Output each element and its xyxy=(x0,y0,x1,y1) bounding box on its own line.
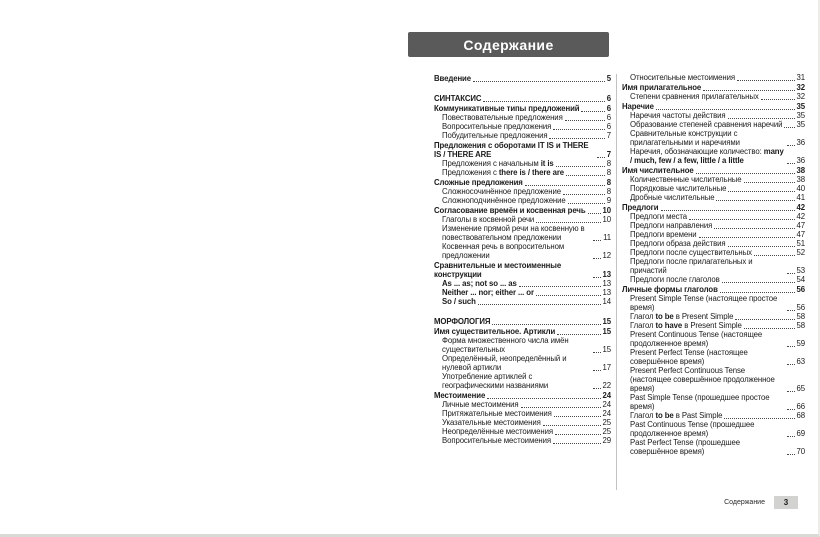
toc-entry xyxy=(622,147,805,165)
dot-leader xyxy=(593,277,601,278)
dot-leader xyxy=(593,240,601,241)
dot-leader xyxy=(744,182,795,183)
toc-entry-label: Сложные предложения xyxy=(434,178,523,187)
toc-page-number: 6 xyxy=(606,113,611,122)
dot-leader xyxy=(536,222,600,223)
toc-entry xyxy=(622,230,805,239)
dot-leader xyxy=(787,310,795,311)
dot-leader xyxy=(714,228,794,229)
dot-leader xyxy=(720,292,795,293)
toc-entry xyxy=(434,206,611,215)
toc-entry xyxy=(434,436,611,445)
toc-page-number: 42 xyxy=(796,203,805,212)
toc-entry-label: Личные формы глаголов xyxy=(622,285,718,294)
dot-leader xyxy=(519,286,601,287)
dot-leader xyxy=(536,295,601,296)
toc-page-number: 54 xyxy=(796,275,805,284)
toc-entry xyxy=(434,141,611,159)
toc-page-number: 24 xyxy=(602,400,611,409)
toc-page-number: 47 xyxy=(796,230,805,239)
toc-entry-label: Образование степеней сравнения наречий xyxy=(630,120,783,129)
toc-page-number: 13 xyxy=(602,270,611,279)
dot-leader xyxy=(565,120,605,121)
toc-entry-label: Предложения с начальным it is xyxy=(442,159,554,168)
toc-entry-label: So / such xyxy=(442,297,476,306)
page-title-banner xyxy=(408,32,609,57)
toc-page-number: 38 xyxy=(796,166,805,175)
dot-leader xyxy=(728,246,795,247)
toc-page-number: 7 xyxy=(606,150,611,159)
toc-entry-label: Изменение прямой речи на косвенную в повествовательном предложении xyxy=(442,224,585,242)
dot-leader xyxy=(597,157,605,158)
dot-leader xyxy=(553,129,604,130)
toc-page-number: 31 xyxy=(796,73,805,82)
toc-entry-label: Наречия, обозначающие количество: many / much, few / a few, little / a little xyxy=(630,147,784,165)
toc-entry-label: Вопросительные местоимения xyxy=(442,436,552,445)
dot-leader xyxy=(473,81,605,82)
dot-leader xyxy=(555,434,601,435)
toc-entry xyxy=(622,438,805,456)
toc-entry-label: Сложносочинённое предложение xyxy=(442,187,561,196)
footer-section-label: Содержание xyxy=(724,499,765,506)
dot-leader xyxy=(593,352,601,353)
toc-page-number: 6 xyxy=(606,104,611,113)
toc-entry xyxy=(622,312,805,321)
toc-page-number: 36 xyxy=(796,156,805,165)
page-title: Содержание xyxy=(463,36,554,53)
dot-leader xyxy=(521,407,601,408)
toc-entry-label: Глагол to be в Present Simple xyxy=(630,312,734,321)
toc-page-number: 68 xyxy=(796,411,805,420)
toc-page-number: 66 xyxy=(796,402,805,411)
dot-leader xyxy=(724,418,794,419)
toc-entry-label: Present Simple Tense (настоящее простое время) xyxy=(630,294,778,312)
toc-entry xyxy=(622,294,805,312)
toc-entry xyxy=(622,175,805,184)
toc-entry xyxy=(434,178,611,187)
toc-entry xyxy=(434,215,611,224)
toc-entry xyxy=(622,366,805,393)
toc-entry-label: Введение xyxy=(434,74,471,83)
toc-entry xyxy=(434,159,611,168)
toc-entry-label: Предложения с оборотами IT IS и THERE IS / THERE ARE xyxy=(434,141,589,159)
toc-entry-label: Past Continuous Tense (прошедшее продолженное время) xyxy=(630,420,755,438)
dot-leader xyxy=(689,219,795,220)
toc-page-number: 25 xyxy=(602,427,611,436)
toc-entry-label: Предлоги образа действия xyxy=(630,239,726,248)
toc-page-number: 56 xyxy=(796,285,805,294)
dot-leader xyxy=(784,127,794,128)
toc-entry xyxy=(434,261,611,279)
toc-entry-label: Вопросительные предложения xyxy=(442,122,552,131)
toc-page-number: 41 xyxy=(796,193,805,202)
toc-entry xyxy=(622,184,805,193)
dot-leader xyxy=(787,436,795,437)
toc-entry xyxy=(622,330,805,348)
toc-entry xyxy=(622,257,805,275)
dot-leader xyxy=(593,370,601,371)
toc-entry xyxy=(434,187,611,196)
toc-entry-label: Имя существительное. Артикли xyxy=(434,327,556,336)
toc-entry xyxy=(434,131,611,140)
toc-entry xyxy=(622,193,805,202)
toc-page-number: 5 xyxy=(606,74,611,83)
toc-page-number: 29 xyxy=(602,436,611,445)
toc-entry xyxy=(622,221,805,230)
dot-leader xyxy=(483,101,604,102)
toc-entry xyxy=(622,275,805,284)
toc-entry-label: Глаголы в косвенной речи xyxy=(442,215,535,224)
toc-entry-label: Neither ... nor; either ... or xyxy=(442,288,534,297)
dot-leader xyxy=(787,273,795,274)
toc-entry-label: Неопределённые местоимения xyxy=(442,427,554,436)
dot-leader xyxy=(556,166,605,167)
toc-page-number: 70 xyxy=(796,447,805,456)
toc-page-number: 52 xyxy=(796,248,805,257)
toc-page-number: 42 xyxy=(796,212,805,221)
page-footer xyxy=(724,496,798,509)
toc-entry xyxy=(622,321,805,330)
toc-page-number: 8 xyxy=(606,168,611,177)
dot-leader xyxy=(661,210,795,211)
toc-page-number: 8 xyxy=(606,178,611,187)
toc-page-number: 10 xyxy=(602,215,611,224)
dot-leader xyxy=(588,213,601,214)
toc-entry xyxy=(434,122,611,131)
toc-entry xyxy=(434,327,611,336)
toc-page-number: 13 xyxy=(602,288,611,297)
dot-leader xyxy=(703,90,794,91)
toc-page-number: 9 xyxy=(606,196,611,205)
toc-entry xyxy=(434,279,611,288)
column-divider xyxy=(616,74,617,490)
toc-entry xyxy=(622,102,805,111)
dot-leader xyxy=(492,324,600,325)
footer-page-number: 3 xyxy=(774,496,798,509)
toc-entry xyxy=(434,336,611,354)
toc-page-number: 35 xyxy=(796,111,805,120)
dot-leader xyxy=(787,163,795,164)
toc-entry-label: Предложения с there is / there are xyxy=(442,168,564,177)
toc-page-number: 15 xyxy=(602,327,611,336)
toc-entry xyxy=(434,104,611,113)
toc-page-number: 8 xyxy=(606,187,611,196)
dot-leader xyxy=(716,200,794,201)
toc-entry xyxy=(434,427,611,436)
toc-entry xyxy=(622,166,805,175)
toc-entry-label: Present Perfect Continuous Tense (настоящее совершённое продолженное время) xyxy=(630,366,775,393)
toc-page-number: 47 xyxy=(796,221,805,230)
toc-page-number: 59 xyxy=(796,339,805,348)
toc-entry-label: Притяжательные местоимения xyxy=(442,409,552,418)
dot-leader xyxy=(593,388,601,389)
dot-leader xyxy=(581,111,604,112)
dot-leader xyxy=(737,80,795,81)
toc-column-right xyxy=(622,73,805,456)
toc-entry-label: Употребление артиклей с географическими названиями xyxy=(442,372,549,390)
toc-entry-label: Предлоги после существительных xyxy=(630,248,752,257)
toc-page-number: 15 xyxy=(602,345,611,354)
toc-entry xyxy=(434,297,611,306)
toc-page-number: 38 xyxy=(796,175,805,184)
dot-leader xyxy=(568,203,605,204)
toc-entry-label: СИНТАКСИС xyxy=(434,94,482,103)
toc-entry xyxy=(622,111,805,120)
toc-entry-label: МОРФОЛОГИЯ xyxy=(434,317,491,326)
dot-leader xyxy=(553,443,600,444)
dot-leader xyxy=(656,109,795,110)
toc-entry xyxy=(622,239,805,248)
toc-entry-label: Указательные местоимения xyxy=(442,418,541,427)
dot-leader xyxy=(787,409,795,410)
toc-page-number: 56 xyxy=(796,303,805,312)
toc-entry-label: Сложноподчинённое предложение xyxy=(442,196,566,205)
toc-entry-label: Наречие xyxy=(622,102,654,111)
dot-leader xyxy=(728,118,795,119)
toc-entry-label: Побудительные предложения xyxy=(442,131,548,140)
toc-entry xyxy=(622,411,805,420)
toc-entry xyxy=(434,74,611,83)
toc-entry-label: Present Continuous Tense (настоящее продолженное время) xyxy=(630,330,763,348)
toc-page-number: 32 xyxy=(796,92,805,101)
toc-entry-label: Форма множественного числа имён существительных xyxy=(442,336,569,354)
dot-leader xyxy=(593,258,601,259)
dot-leader xyxy=(487,398,600,399)
toc-page-number: 6 xyxy=(606,94,611,103)
toc-page-number: 32 xyxy=(796,83,805,92)
toc-entry-label: Глагол to be в Past Simple xyxy=(630,411,723,420)
dot-leader xyxy=(787,145,795,146)
toc-page-number: 36 xyxy=(796,138,805,147)
dot-leader xyxy=(566,175,605,176)
toc-entry-label: Предлоги xyxy=(622,203,659,212)
toc-page-number: 53 xyxy=(796,266,805,275)
toc-entry xyxy=(622,348,805,366)
toc-page-number: 24 xyxy=(602,391,611,400)
toc-entry-label: Определённый, неопределённый и нулевой артикли xyxy=(442,354,567,372)
dot-leader xyxy=(478,304,601,305)
toc-entry xyxy=(622,248,805,257)
toc-entry xyxy=(434,196,611,205)
toc-page-number: 65 xyxy=(796,384,805,393)
dot-leader xyxy=(744,328,795,329)
toc-entry-label: Present Perfect Tense (настоящее совершённое время) xyxy=(630,348,748,366)
toc-page-number: 17 xyxy=(602,363,611,372)
toc-entry-label: Имя прилагательное xyxy=(622,83,702,92)
toc-entry xyxy=(622,393,805,411)
toc-entry-label: Past Perfect Tense (прошедшее совершённое время) xyxy=(630,438,740,456)
toc-entry-label: Степени сравнения прилагательных xyxy=(630,92,759,101)
toc-entry xyxy=(434,113,611,122)
toc-entry-label: Повествовательные предложения xyxy=(442,113,563,122)
toc-page-number: 40 xyxy=(796,184,805,193)
toc-entry xyxy=(622,212,805,221)
dot-leader xyxy=(728,191,794,192)
dot-leader xyxy=(787,454,795,455)
toc-page-number: 8 xyxy=(606,159,611,168)
toc-entry-label: Коммуникативные типы предложений xyxy=(434,104,580,113)
dot-leader xyxy=(699,237,795,238)
toc-column-left xyxy=(434,73,611,445)
toc-entry xyxy=(622,420,805,438)
toc-entry xyxy=(434,94,611,103)
toc-entry-label: Предлоги времени xyxy=(630,230,697,239)
toc-entry-label: Предлоги после глаголов xyxy=(630,275,720,284)
toc-entry xyxy=(434,317,611,326)
toc-entry-label: As ... as; not so ... as xyxy=(442,279,517,288)
toc-page-number: 58 xyxy=(796,312,805,321)
toc-page-number: 11 xyxy=(603,233,611,242)
toc-entry xyxy=(434,391,611,400)
toc-entry xyxy=(622,129,805,147)
toc-entry xyxy=(434,168,611,177)
toc-entry-label: Относительные местоимения xyxy=(630,73,735,82)
toc-entry-label: Местоимение xyxy=(434,391,486,400)
toc-page-number: 15 xyxy=(602,317,611,326)
toc-entry xyxy=(622,120,805,129)
toc-page-number: 51 xyxy=(796,239,805,248)
toc-entry xyxy=(622,203,805,212)
dot-leader xyxy=(543,425,601,426)
toc-entry xyxy=(434,400,611,409)
dot-leader xyxy=(787,346,795,347)
toc-entry-label: Согласование времён и косвенная речь xyxy=(434,206,586,215)
dot-leader xyxy=(525,185,605,186)
toc-page-number: 35 xyxy=(796,120,805,129)
toc-entry-label: Имя числительное xyxy=(622,166,694,175)
dot-leader xyxy=(787,364,795,365)
toc-page-number: 12 xyxy=(602,251,611,260)
toc-page-number: 24 xyxy=(602,409,611,418)
toc-page-number: 7 xyxy=(606,131,611,140)
toc-entry xyxy=(434,224,611,242)
toc-page-number: 22 xyxy=(602,381,611,390)
toc-page-number: 13 xyxy=(602,279,611,288)
toc-entry-label: Предлоги после прилагательных и причастий xyxy=(630,257,753,275)
dot-leader xyxy=(554,416,601,417)
toc-entry-label: Предлоги направления xyxy=(630,221,713,230)
dot-leader xyxy=(557,334,600,335)
toc-entry-label: Сравнительные конструкции с прилагательными и наречиями xyxy=(630,129,740,147)
toc-entry-label: Личные местоимения xyxy=(442,400,519,409)
toc-entry xyxy=(434,372,611,390)
toc-entry xyxy=(434,288,611,297)
dot-leader xyxy=(696,173,795,174)
toc-entry xyxy=(434,409,611,418)
dot-leader xyxy=(735,319,794,320)
dot-leader xyxy=(722,282,795,283)
dot-leader xyxy=(549,138,604,139)
toc-page-number: 63 xyxy=(796,357,805,366)
toc-entry-label: Дробные числительные xyxy=(630,193,715,202)
toc-page-number: 69 xyxy=(796,429,805,438)
toc-page-number: 6 xyxy=(606,122,611,131)
toc-page-number: 10 xyxy=(602,206,611,215)
toc-entry xyxy=(622,83,805,92)
toc-page-number: 35 xyxy=(796,102,805,111)
dot-leader xyxy=(563,194,605,195)
toc-entry xyxy=(434,354,611,372)
dot-leader xyxy=(761,99,795,100)
toc-entry xyxy=(622,73,805,82)
toc-entry-label: Предлоги места xyxy=(630,212,688,221)
toc-entry xyxy=(434,242,611,260)
toc-entry-label: Количественные числительные xyxy=(630,175,742,184)
toc-entry xyxy=(622,285,805,294)
toc-entry-label: Порядковые числительные xyxy=(630,184,727,193)
dot-leader xyxy=(754,255,795,256)
toc-entry-label: Косвенная речь в вопросительном предложении xyxy=(442,242,565,260)
toc-entry xyxy=(622,92,805,101)
toc-entry-label: Сравнительные и местоименные конструкции xyxy=(434,261,562,279)
toc-entry-label: Past Simple Tense (прошедшее простое время) xyxy=(630,393,770,411)
toc-entry-label: Глагол to have в Present Simple xyxy=(630,321,742,330)
dot-leader xyxy=(787,391,795,392)
toc-entry-label: Наречия частоты действия xyxy=(630,111,726,120)
toc-page-number: 25 xyxy=(602,418,611,427)
toc-entry xyxy=(434,418,611,427)
toc-page-number: 58 xyxy=(796,321,805,330)
toc-page-number: 14 xyxy=(602,297,611,306)
